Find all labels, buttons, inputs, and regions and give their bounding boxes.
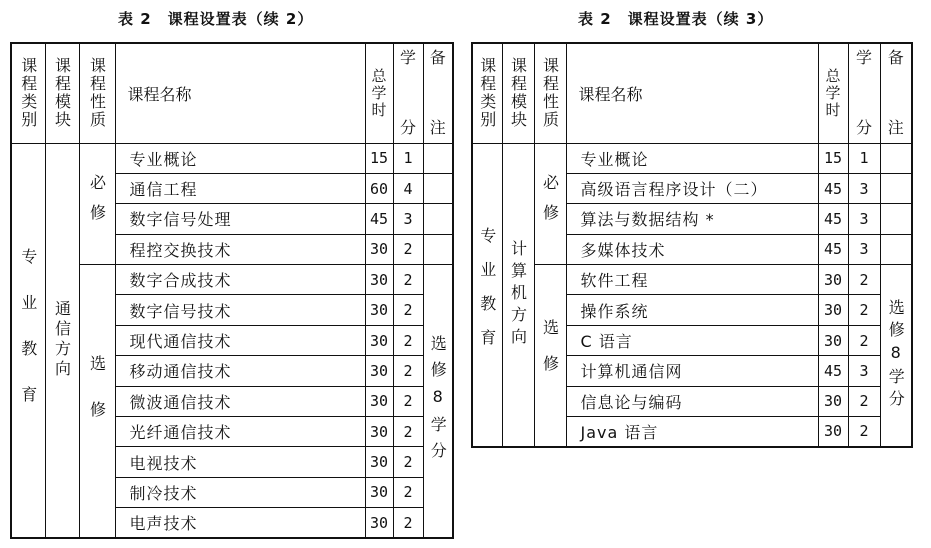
- course-credit: 3: [848, 204, 880, 234]
- note-cell: [880, 143, 912, 173]
- note-cell: [880, 173, 912, 203]
- note-cell: [423, 204, 453, 234]
- course-credit: 3: [848, 356, 880, 386]
- course-hours: 30: [365, 386, 393, 416]
- course-hours: 30: [365, 508, 393, 538]
- required-cell: 必修: [534, 143, 566, 265]
- course-name: 数字合成技术: [115, 265, 365, 295]
- header-hours: 总学时: [365, 43, 393, 143]
- header-module: 课程模块: [502, 43, 534, 143]
- course-credit: 4: [393, 173, 423, 203]
- course-hours: 30: [818, 386, 848, 416]
- course-hours: 30: [365, 477, 393, 507]
- course-name: 数字信号处理: [115, 204, 365, 234]
- left-table-caption: 表 2 课程设置表（续 2）: [118, 10, 314, 28]
- left-course-table: [10, 42, 454, 539]
- course-name: 算法与数据结构 *: [566, 204, 818, 234]
- course-name: 电声技术: [115, 508, 365, 538]
- required-cell: 必修: [79, 143, 115, 265]
- course-credit: 2: [393, 234, 423, 264]
- note-elective-cell: 选修8学分: [880, 265, 912, 447]
- course-credit: 2: [393, 386, 423, 416]
- course-name: 软件工程: [566, 265, 818, 295]
- header-nature: 课程性质: [79, 43, 115, 143]
- course-name: 高级语言程序设计（二）: [566, 173, 818, 203]
- table-row: [472, 265, 912, 295]
- header-note: 备 注: [880, 43, 912, 143]
- header-credit: 学 分: [393, 43, 423, 143]
- header-category: 课程类别: [11, 43, 45, 143]
- course-hours: 30: [365, 325, 393, 355]
- note-cell: [423, 143, 453, 173]
- right-table-caption: 表 2 课程设置表（续 3）: [578, 10, 774, 28]
- course-name: 程控交换技术: [115, 234, 365, 264]
- course-hours: 30: [365, 265, 393, 295]
- course-name: 微波通信技术: [115, 386, 365, 416]
- course-name: C 语言: [566, 325, 818, 355]
- note-cell: [423, 173, 453, 203]
- note-elective-cell: 选修8学分: [423, 265, 453, 539]
- module-cell: 计算机方向: [502, 143, 534, 447]
- course-credit: 3: [848, 234, 880, 264]
- right-course-table: [471, 42, 913, 448]
- elective-cell: 选修: [534, 265, 566, 447]
- course-hours: 30: [365, 356, 393, 386]
- header-nature: 课程性质: [534, 43, 566, 143]
- course-hours: 30: [365, 447, 393, 477]
- course-name: 专业概论: [115, 143, 365, 173]
- course-credit: 1: [848, 143, 880, 173]
- course-credit: 2: [848, 325, 880, 355]
- course-name: 现代通信技术: [115, 325, 365, 355]
- course-name: 数字信号技术: [115, 295, 365, 325]
- course-hours: 45: [365, 204, 393, 234]
- note-cell: [423, 234, 453, 264]
- course-credit: 3: [393, 204, 423, 234]
- course-hours: 30: [365, 234, 393, 264]
- header-course-name: 课程名称: [115, 43, 365, 143]
- course-name: Java 语言: [566, 417, 818, 447]
- course-credit: 2: [393, 295, 423, 325]
- course-credit: 2: [393, 417, 423, 447]
- header-hours: 总学时: [818, 43, 848, 143]
- course-hours: 30: [365, 417, 393, 447]
- course-hours: 60: [365, 173, 393, 203]
- header-credit: 学 分: [848, 43, 880, 143]
- course-credit: 2: [848, 265, 880, 295]
- course-hours: 15: [365, 143, 393, 173]
- course-hours: 30: [818, 295, 848, 325]
- course-hours: 45: [818, 204, 848, 234]
- table-row: [472, 143, 912, 173]
- course-credit: 2: [848, 386, 880, 416]
- header-category: 课程类别: [472, 43, 502, 143]
- course-credit: 2: [848, 417, 880, 447]
- note-cell: [880, 204, 912, 234]
- course-credit: 2: [848, 295, 880, 325]
- course-hours: 30: [365, 295, 393, 325]
- category-cell: 专业教育: [472, 143, 502, 447]
- course-credit: 2: [393, 477, 423, 507]
- course-name: 专业概论: [566, 143, 818, 173]
- course-hours: 30: [818, 417, 848, 447]
- course-credit: 2: [393, 447, 423, 477]
- table-row: [11, 143, 453, 173]
- course-name: 制冷技术: [115, 477, 365, 507]
- course-name: 信息论与编码: [566, 386, 818, 416]
- category-cell: 专业教育: [11, 143, 45, 538]
- course-hours: 45: [818, 356, 848, 386]
- course-credit: 2: [393, 325, 423, 355]
- course-name: 电视技术: [115, 447, 365, 477]
- course-credit: 2: [393, 508, 423, 538]
- course-name: 多媒体技术: [566, 234, 818, 264]
- course-credit: 1: [393, 143, 423, 173]
- course-name: 通信工程: [115, 173, 365, 203]
- course-credit: 2: [393, 265, 423, 295]
- course-name: 操作系统: [566, 295, 818, 325]
- course-name: 移动通信技术: [115, 356, 365, 386]
- course-credit: 3: [848, 173, 880, 203]
- header-module: 课程模块: [45, 43, 79, 143]
- course-hours: 45: [818, 234, 848, 264]
- course-hours: 45: [818, 173, 848, 203]
- course-name: 光纤通信技术: [115, 417, 365, 447]
- elective-cell: 选修: [79, 265, 115, 539]
- course-hours: 30: [818, 325, 848, 355]
- course-hours: 30: [818, 265, 848, 295]
- module-cell: 通信方向: [45, 143, 79, 538]
- note-cell: [880, 234, 912, 264]
- course-credit: 2: [393, 356, 423, 386]
- header-note: 备 注: [423, 43, 453, 143]
- course-name: 计算机通信网: [566, 356, 818, 386]
- header-course-name: 课程名称: [566, 43, 818, 143]
- course-hours: 15: [818, 143, 848, 173]
